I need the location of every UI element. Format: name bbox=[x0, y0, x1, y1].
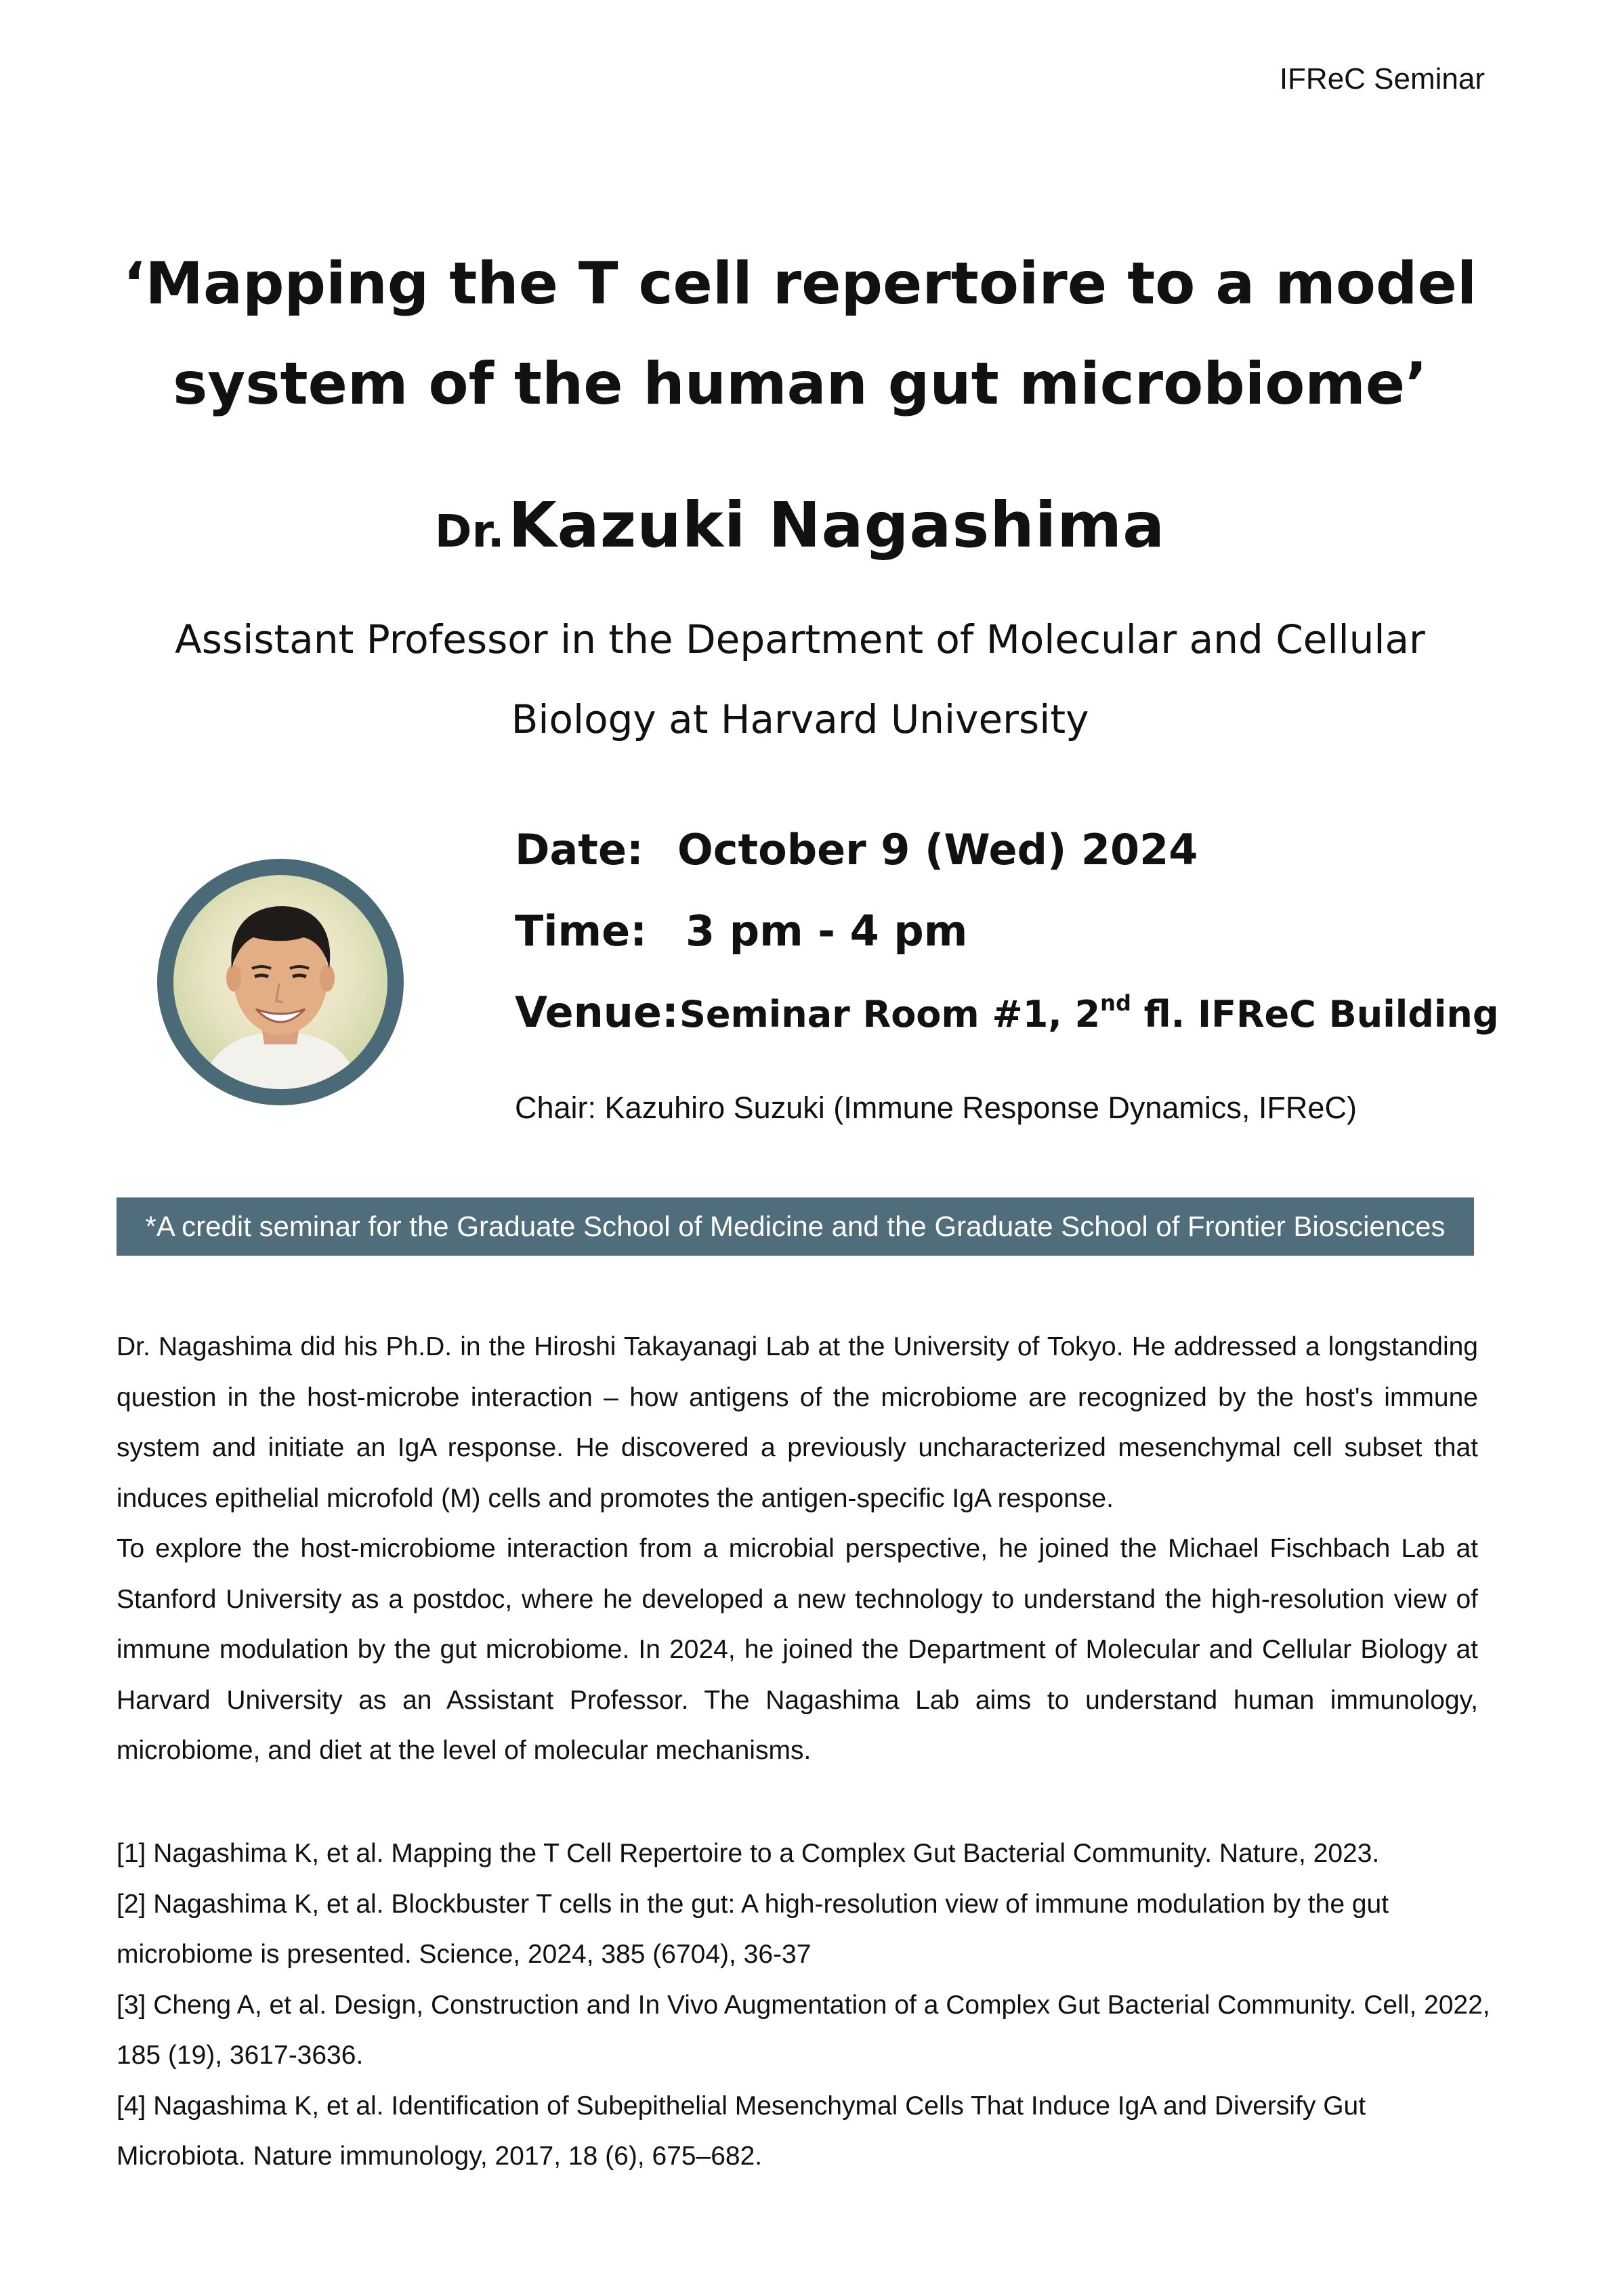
affiliation-line-1: Assistant Professor in the Department of Molecular and Cellular bbox=[175, 616, 1425, 662]
reference-item: [3] Cheng A, et al. Design, Construction and In Vivo Augmentation of a Complex Gut Bacterial Community. Cell, 2022, 185 (19), 3617-3636. bbox=[117, 1990, 1490, 2070]
speaker-prefix: Dr. bbox=[434, 505, 505, 557]
series-label: IFReC Seminar bbox=[1279, 62, 1485, 95]
bio-paragraph-2: To explore the host-microbiome interaction from a microbial perspective, he joined the Michael Fischbach Lab at Stanford University as a postdoc, where he developed a new technology to understand the high-resolution view of immune modulation by the gut microbiome. In 2024, he joined the Department of Molecular and Cellular Biology at Harvard University as an Assistant Professor. The Nagashima Lab aims to understand human immunology, microbiome, and diet at the level of molecular mechanisms. bbox=[117, 1534, 1478, 1765]
bio-paragraph-1: Dr. Nagashima did his Ph.D. in the Hiroshi Takayanagi Lab at the University of Tokyo. He addressed a longstanding question in the host-microbe interaction – how antigens of the microbiome are recognized by the host's immune system and initiate an IgA response. He discovered a previously uncharacterized mesenchymal cell subset that induces epithelial microfold (M) cells and promotes the antigen-specific IgA response. bbox=[117, 1332, 1478, 1513]
time-label: Time: bbox=[515, 906, 647, 956]
time-value: 3 pm - 4 pm bbox=[686, 906, 968, 956]
venue-ordinal-suffix: nd bbox=[1100, 990, 1131, 1016]
venue-building: fl. IFReC Building bbox=[1131, 993, 1499, 1036]
speaker-biography bbox=[117, 1322, 1478, 1777]
reference-item: [2] Nagashima K, et al. Blockbuster T cells in the gut: A high-resolution view of immune modulation by the gut microbiome is presented. Science, 2024, 385 (6704), 36-37 bbox=[117, 1889, 1389, 1969]
person-icon bbox=[173, 875, 387, 1089]
event-time bbox=[515, 906, 967, 956]
speaker-photo bbox=[173, 875, 387, 1089]
reference-item: [1] Nagashima K, et al. Mapping the T Cell Repertoire to a Complex Gut Bacterial Community. Nature, 2023. bbox=[117, 1839, 1380, 1868]
reference-list bbox=[117, 1829, 1498, 2182]
seminar-title bbox=[102, 234, 1498, 434]
venue-value bbox=[679, 990, 1499, 1036]
date-label: Date: bbox=[515, 825, 644, 874]
affiliation-line-2: Biology at Harvard University bbox=[511, 696, 1089, 742]
speaker-portrait bbox=[157, 859, 404, 1105]
credit-seminar-banner: *A credit seminar for the Graduate School of Medicine and the Graduate School of Frontier Biosciences bbox=[117, 1197, 1474, 1256]
title-line-2: system of the human gut microbiome’ bbox=[173, 350, 1427, 418]
event-date bbox=[515, 825, 1198, 874]
speaker-fullname: Kazuki Nagashima bbox=[508, 489, 1166, 561]
date-value: October 9 (Wed) 2024 bbox=[677, 825, 1198, 874]
speaker-affiliation bbox=[122, 599, 1478, 759]
venue-label: Venue: bbox=[515, 987, 679, 1037]
speaker-name bbox=[0, 489, 1600, 561]
reference-item: [4] Nagashima K, et al. Identification of Subepithelial Mesenchymal Cells That Induce IgA and Diversify Gut Microbiota. Nature immunology, 2017, 18 (6), 675–682. bbox=[117, 2091, 1366, 2171]
title-line-1: ‘Mapping the T cell repertoire to a model bbox=[123, 250, 1477, 318]
venue-room: Seminar Room #1, 2 bbox=[679, 993, 1101, 1036]
event-chair: Chair: Kazuhiro Suzuki (Immune Response Dynamics, IFReC) bbox=[515, 1090, 1357, 1125]
event-venue bbox=[515, 987, 1499, 1037]
